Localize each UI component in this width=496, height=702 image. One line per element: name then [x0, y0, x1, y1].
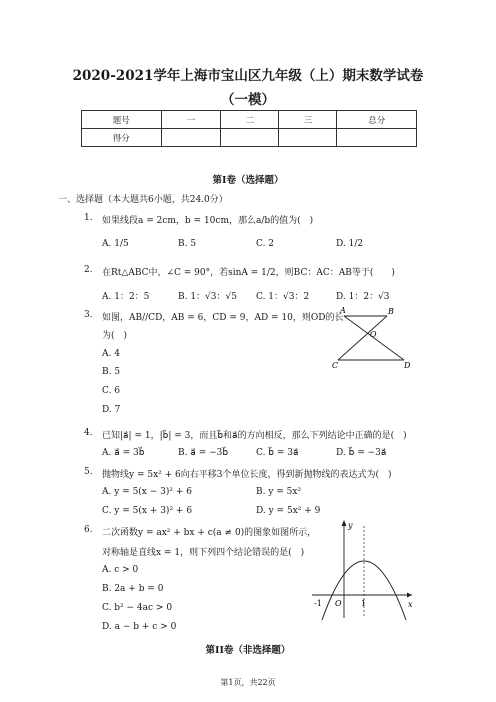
score-cell[interactable]: [337, 129, 417, 147]
option-a[interactable]: A. y = 5(x − 3)² + 6: [102, 487, 192, 497]
option-c[interactable]: C. 2: [256, 239, 275, 249]
tick-label: -1: [314, 599, 322, 608]
figure-label: A: [340, 306, 346, 315]
option-d[interactable]: D. 1/2: [336, 239, 364, 249]
option-a[interactable]: A. 1/5: [102, 239, 129, 249]
option-b[interactable]: B. 5: [102, 367, 121, 377]
question-number: 4.: [84, 428, 93, 438]
question-number: 5.: [84, 467, 93, 477]
question-number: 2.: [84, 265, 93, 275]
section-heading: 一、选择题（本大题共6小题，共24.0分）: [58, 195, 228, 205]
option-a[interactable]: A. 4: [102, 349, 120, 359]
option-d[interactable]: D. 1：2：√3: [336, 292, 390, 302]
question-number: 6.: [84, 525, 93, 535]
question-text: 如果线段a = 2cm，b = 10cm，那么a/b的值为( ): [102, 216, 314, 226]
score-cell: 得分: [82, 129, 162, 147]
question-number: 3.: [84, 310, 93, 320]
figure-label: O: [370, 330, 377, 339]
option-a[interactable]: A. a⃗ = 3b⃗: [102, 448, 145, 458]
page-footer: 第1页，共22页: [220, 678, 276, 687]
option-c[interactable]: C. b⃗ = 3a⃗: [256, 448, 299, 458]
score-table-header-row: [82, 111, 417, 129]
question-text: 如图，AB//CD，AB = 6，CD = 9，AD = 10，则OD的长: [102, 313, 344, 323]
question-text: 在Rt△ABC中，∠C = 90°，若sinA = 1/2，则BC：AC：AB等于( ): [102, 268, 395, 278]
option-c[interactable]: C. b² − 4ac > 0: [102, 603, 173, 613]
question-text: 为( ): [102, 331, 128, 341]
score-cell[interactable]: [161, 129, 221, 147]
score-cell[interactable]: [279, 129, 337, 147]
score-cell: 总分: [337, 111, 417, 129]
exam-subtitle: （一模）: [221, 92, 275, 108]
option-a[interactable]: A. c > 0: [102, 565, 139, 575]
option-d[interactable]: D. y = 5x² + 9: [256, 506, 321, 516]
origin-label: O: [335, 599, 342, 608]
option-d[interactable]: D. b⃗ = −3a⃗: [336, 448, 387, 458]
question-text: 二次函数y = ax² + bx + c(a ≠ 0)的图象如图所示，: [102, 528, 317, 538]
option-b[interactable]: B. a⃗ = −3b⃗: [178, 448, 229, 458]
figure-label: B: [388, 307, 394, 316]
option-d[interactable]: D. 7: [102, 405, 121, 415]
axis-label-y: y: [348, 521, 353, 530]
figure-label: C: [332, 361, 339, 370]
score-cell[interactable]: [221, 129, 279, 147]
option-b[interactable]: B. 1：√3：√5: [178, 292, 237, 302]
score-cell: 二: [221, 111, 279, 129]
score-table-score-row: [82, 129, 417, 147]
question-text: 已知|a⃗| = 1，|b⃗| = 3，而且b⃗和a⃗的方向相反，那么下列结论中正确的是( ): [102, 431, 407, 441]
option-d[interactable]: D. a − b + c > 0: [102, 622, 177, 632]
score-cell: 题号: [82, 111, 162, 129]
part1-heading: 第I卷（选择题）: [212, 175, 284, 186]
option-c[interactable]: C. y = 5(x + 3)² + 6: [102, 506, 193, 516]
option-c[interactable]: C. 1：√3：2: [256, 292, 310, 302]
question-text: 对称轴是直线x = 1，则下列四个结论错误的是( ): [102, 548, 305, 558]
part2-heading: 第II卷（非选择题）: [205, 645, 291, 656]
option-b[interactable]: B. 2a + b = 0: [102, 584, 164, 594]
question-text: 抛物线y = 5x² + 6向右平移3个单位长度，得到新抛物线的表达式为( ): [102, 470, 392, 480]
option-c[interactable]: C. 6: [102, 386, 121, 396]
option-a[interactable]: A. 1：2：5: [102, 292, 150, 302]
option-b[interactable]: B. y = 5x²: [256, 487, 302, 497]
score-table: [81, 110, 417, 147]
figure-parallel-lines: [330, 305, 416, 371]
figure-parabola-graph: [308, 516, 418, 622]
tick-label: 1: [361, 599, 367, 608]
figure-label: D: [404, 361, 411, 370]
score-cell: 一: [161, 111, 221, 129]
score-cell: 三: [279, 111, 337, 129]
exam-title: 2020-2021学年上海市宝山区九年级（上）期末数学试卷: [72, 68, 424, 84]
axis-label-x: x: [408, 600, 413, 609]
option-b[interactable]: B. 5: [178, 239, 197, 249]
question-number: 1.: [84, 213, 93, 223]
